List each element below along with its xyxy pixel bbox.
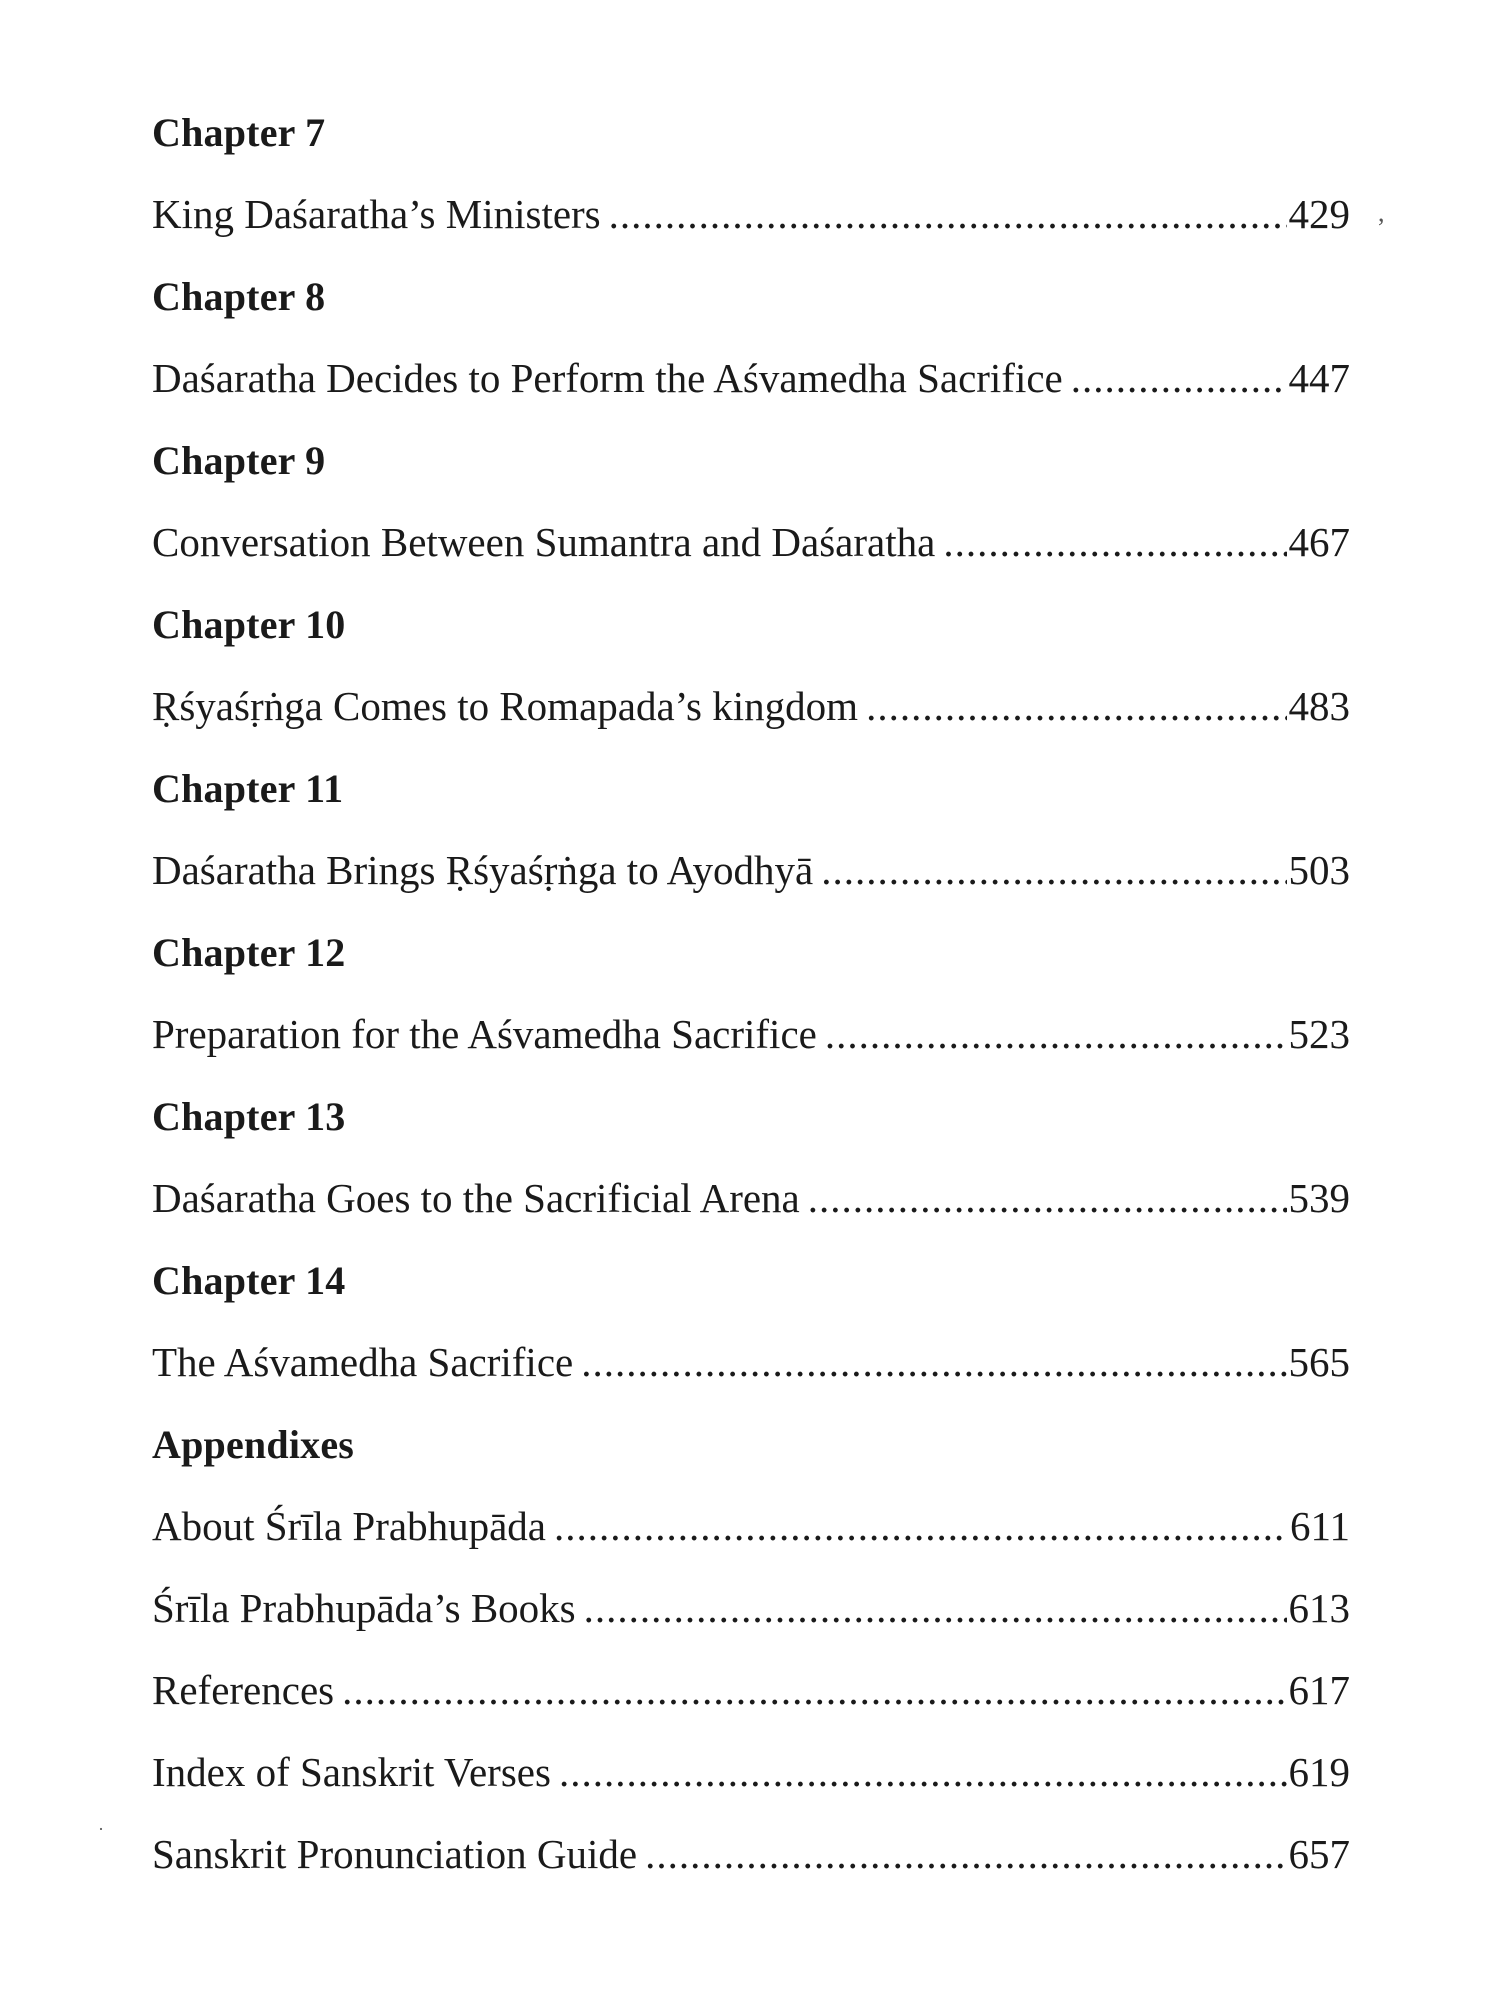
entry-title: About Śrīla Prabhupāda [152,1503,546,1549]
entry-title: Ṛśyaśṛṅga Comes to Romapada’s kingdom [152,683,859,729]
dot-leader [645,1834,1286,1875]
entry-title: Śrīla Prabhupāda’s Books [152,1585,576,1631]
scan-speck: , [1378,198,1385,227]
toc-section-chapter-9 [152,420,1350,584]
dot-leader [609,194,1287,235]
scan-speck: · [98,1819,104,1839]
entry-page-number: 657 [1288,1831,1350,1877]
toc-entry [152,1814,1350,1896]
toc-entry [152,1732,1350,1814]
dot-leader [808,1178,1287,1219]
dot-leader [554,1506,1288,1547]
entry-title: Daśaratha Brings Ṛśyaśṛṅga to Ayodhyā [152,847,814,893]
chapter-heading: Chapter 7 [152,110,326,155]
chapter-heading: Chapter 12 [152,930,346,975]
entry-title: King Daśaratha’s Ministers [152,191,601,237]
entry-page-number: 617 [1288,1667,1350,1713]
entry-title: Preparation for the Aśvamedha Sacrifice [152,1011,817,1057]
chapter-heading: Chapter 9 [152,438,326,483]
toc-entry [152,174,1350,256]
toc-section-chapter-7 [152,92,1350,256]
toc-entry [152,1568,1350,1650]
toc-entry [152,994,1350,1076]
chapter-heading: Chapter 11 [152,766,344,811]
dot-leader [866,686,1286,727]
toc-section-chapter-12 [152,912,1350,1076]
toc-section-appendixes [152,1404,1350,1896]
entry-page-number: 429 [1288,191,1350,237]
toc-entry [152,502,1350,584]
entry-title: Sanskrit Pronunciation Guide [152,1831,638,1877]
entry-page-number: 447 [1288,355,1350,401]
toc-section-chapter-10 [152,584,1350,748]
toc-section-chapter-14 [152,1240,1350,1404]
dot-leader [1071,358,1287,399]
toc-entry [152,666,1350,748]
toc-entry [152,1322,1350,1404]
entry-page-number: 565 [1288,1339,1350,1385]
entry-title: Daśaratha Goes to the Sacrificial Arena [152,1175,800,1221]
dot-leader [559,1752,1287,1793]
entry-page-number: 483 [1288,683,1350,729]
toc-section-chapter-8 [152,256,1350,420]
dot-leader [581,1342,1286,1383]
toc-entry [152,338,1350,420]
chapter-heading: Chapter 13 [152,1094,346,1139]
dot-leader [825,1014,1287,1055]
toc-section-chapter-13 [152,1076,1350,1240]
entry-title: References [152,1667,335,1713]
appendixes-heading: Appendixes [152,1422,355,1467]
dot-leader [943,522,1286,563]
toc-entry [152,1486,1350,1568]
entry-title: Conversation Between Sumantra and Daśaratha [152,519,936,565]
dot-leader [584,1588,1287,1629]
chapter-heading: Chapter 14 [152,1258,346,1303]
toc-entry [152,830,1350,912]
entry-title: The Aśvamedha Sacrifice [152,1339,574,1385]
entry-page-number: 539 [1288,1175,1350,1221]
table-of-contents [152,92,1350,1896]
toc-entry [152,1650,1350,1732]
entry-page-number: 611 [1290,1503,1350,1549]
chapter-heading: Chapter 8 [152,274,326,319]
entry-title: Daśaratha Decides to Perform the Aśvamedha Sacrifice [152,355,1063,401]
chapter-heading: Chapter 10 [152,602,346,647]
entry-page-number: 467 [1288,519,1350,565]
toc-section-chapter-11 [152,748,1350,912]
entry-page-number: 503 [1288,847,1350,893]
toc-entry [152,1158,1350,1240]
dot-leader [342,1670,1286,1711]
entry-page-number: 619 [1288,1749,1350,1795]
entry-page-number: 613 [1288,1585,1350,1631]
entry-title: Index of Sanskrit Verses [152,1749,551,1795]
dot-leader [821,850,1286,891]
entry-page-number: 523 [1288,1011,1350,1057]
